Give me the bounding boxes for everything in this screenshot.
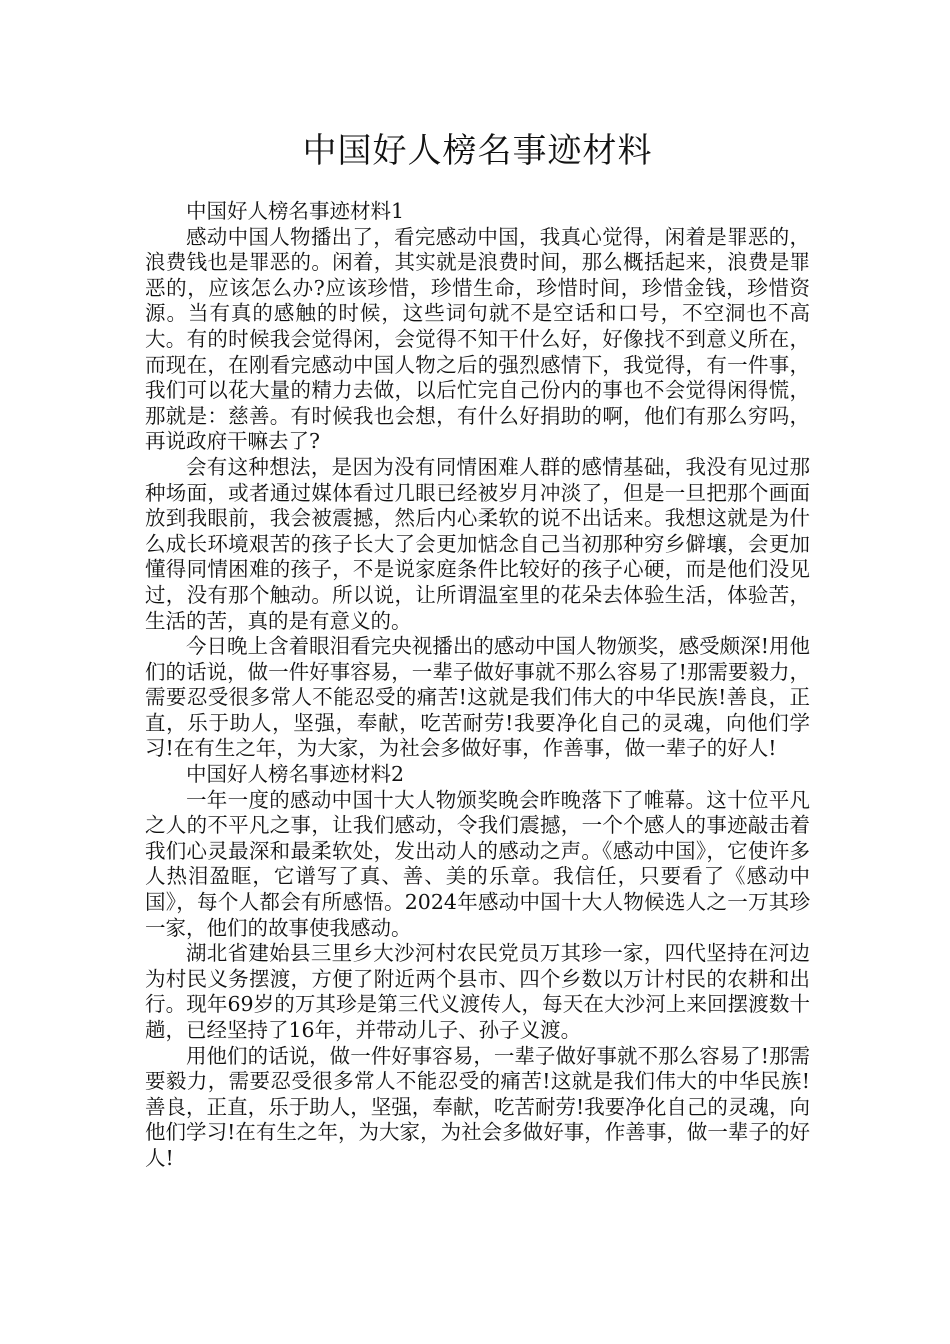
section-heading: 中国好人榜名事迹材料2	[186, 762, 405, 787]
paragraph: 用他们的话说，做一件好事容易，一辈子做好事就不那么容易了!那需要毅力，需要忍受很多常人不能忍受的痛苦!这就是我们伟大的中华民族!善良，正直，乐于助人，坚强，奉献，吃苦耐劳!我要净化自己的灵魂，向他们学习!在有生之年，为大家，为社会多做好事，作善事，做一辈子的好人!	[145, 1043, 810, 1170]
section-2	[145, 762, 810, 1172]
paragraph: 湖北省建始县三里乡大沙河村农民党员万其珍一家，四代坚持在河边为村民义务摆渡，方便了附近两个县市、四个乡数以万计村民的农耕和出行。现年69岁的万其珍是第三代义渡传人，每天在大沙河上来回摆渡数十趟，已经坚持了16年，并带动儿子、孙子义渡。	[145, 941, 810, 1042]
section-heading: 中国好人榜名事迹材料1	[186, 199, 405, 223]
paragraph: 一年一度的感动中国十大人物颁奖晚会昨晚落下了帷幕。这十位平凡之人的不平凡之事，让我们感动，令我们震撼，一个个感人的事迹敲击着我们心灵最深和最柔软处，发出动人的感动之声。《感动中国》，它使许多人热泪盈眶，它谱写了真、善、美的乐章。我信任，只要看了《感动中国》，每个人都会有所感悟。2024年感动中国十大人物候选人之一万其珍一家，他们的故事使我感动。	[145, 787, 810, 940]
section-1	[145, 199, 810, 762]
page-title: 中国好人榜名事迹材料	[302, 131, 653, 171]
paragraph: 感动中国人物播出了，看完感动中国，我真心觉得，闲着是罪恶的，浪费钱也是罪恶的。闲着，其实就是浪费时间，那么概括起来，浪费是罪恶的，应该怎么办?应该珍惜，珍惜生命，珍惜时间，珍惜金钱，珍惜资源。当有真的感触的时候，这些词句就不是空话和口号，不空洞也不高大。有的时候我会觉得闲，会觉得不知干什么好，好像找不到意义所在，而现在，在刚看完感动中国人物之后的强烈感情下，我觉得，有一件事，我们可以花大量的精力去做，以后忙完自己份内的事也不会觉得闲得慌，那就是：慈善。有时候我也会想，有什么好捐助的啊，他们有那么穷吗，再说政府干嘛去了?	[145, 224, 810, 454]
paragraph: 今日晚上含着眼泪看完央视播出的感动中国人物颁奖，感受颇深!用他们的话说，做一件好事容易，一辈子做好事就不那么容易了!那需要毅力，需要忍受很多常人不能忍受的痛苦!这就是我们伟大的中华民族!善良，正直，乐于助人，坚强，奉献，吃苦耐劳!我要净化自己的灵魂，向他们学习!在有生之年，为大家，为社会多做好事，作善事，做一辈子的好人!	[145, 634, 810, 761]
document-page	[145, 125, 810, 1172]
paragraph: 会有这种想法，是因为没有同情困难人群的感情基础，我没有见过那种场面，或者通过媒体看过几眼已经被岁月冲淡了，但是一旦把那个画面放到我眼前，我会被震撼，然后内心柔软的说不出话来。我想这就是为什么成长环境艰苦的孩子长大了会更加惦念自己当初那种穷乡僻壤，会更加懂得同情困难的孩子，不是说家庭条件比较好的孩子心硬，而是他们没见过，没有那个触动。所以说，让所谓温室里的花朵去体验生活，体验苦，生活的苦，真的是有意义的。	[145, 454, 810, 633]
